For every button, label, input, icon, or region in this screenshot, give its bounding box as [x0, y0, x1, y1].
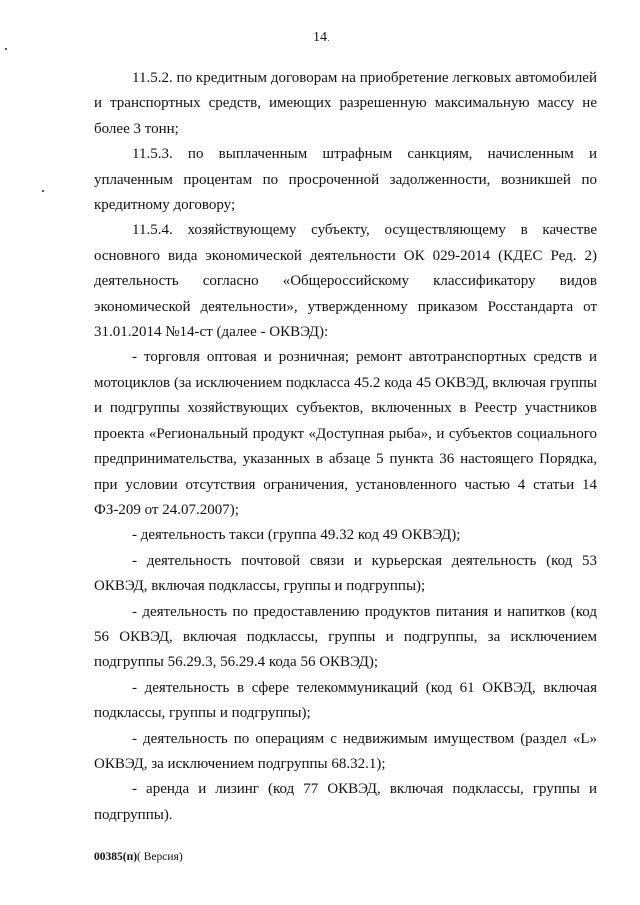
paragraph-11-5-2: 11.5.2. по кредитным договорам на приобретение легковых автомобилей и транспортных средств, имеющих разрешенную максимальную массу не более 3 тонн;	[94, 70, 597, 137]
paragraph-11-5-4: 11.5.4. хозяйствующему субъекту, осуществляющему в качестве основного вида экономической деятельности ОК 029-2014 (КДЕС Ред. 2) деятельность согласно «Общероссийскому классификатору видов экономической деятельности», утвержденному приказом Росстандарта от 31.01.2014 №14-ст (далее - ОКВЭД):	[94, 222, 597, 341]
paragraph-11-5-3: 11.5.3. по выплаченным штрафным санкциям, начисленным и уплаченным процентам по просроченной задолженности, возникшей по кредитному договору;	[94, 146, 597, 214]
list-item-telecom: - деятельность в сфере телекоммуникаций (код 61 ОКВЭД, включая подклассы, группы и подгруппы);	[94, 679, 597, 722]
footer-document-code: 00385(п)	[94, 851, 138, 863]
scan-speck	[5, 48, 7, 50]
document-body	[94, 66, 597, 828]
scan-speck	[42, 190, 44, 192]
scan-speck	[328, 40, 329, 41]
footer-version: ( Версия)	[137, 851, 183, 863]
document-footer	[94, 851, 183, 863]
list-item-leasing: - аренда и лизинг (код 77 ОКВЭД, включая подклассы, группы и подгруппы).	[94, 781, 597, 823]
list-item-real-estate: - деятельность по операциям с недвижимым имуществом (раздел «L» ОКВЭД, за исключением подгруппы 68.32.1);	[94, 730, 597, 772]
list-item-postal: - деятельность почтовой связи и курьерская деятельность (код 53 ОКВЭД, включая подклассы, группы и подгруппы);	[94, 552, 597, 595]
list-item-trade: - торговля оптовая и розничная; ремонт автотранспортных средств и мотоциклов (за исключением подкласса 45.2 кода 45 ОКВЭД, включая группы и подгруппы хозяйствующих субъектов, включенных в Реестр участников проекта «Региональный продукт «Доступная рыба», и субъектов социального предпринимательства, указанных в абзаце 5 пункта 36 настоящего Порядка, при условии отсутствия ограничения, установленного частью 4 статьи 14 ФЗ-209 от 24.07.2007);	[94, 349, 597, 518]
page-number: 14	[313, 30, 327, 45]
list-item-taxi: - деятельность такси (группа 49.32 код 49 ОКВЭД);	[132, 527, 461, 544]
list-item-food-service: - деятельность по предоставлению продуктов питания и напитков (код 56 ОКВЭД, включая подклассы, группы и подгруппы, за исключением подгруппы 56.29.3, 56.29.4 кода 56 ОКВЭД);	[94, 603, 597, 671]
